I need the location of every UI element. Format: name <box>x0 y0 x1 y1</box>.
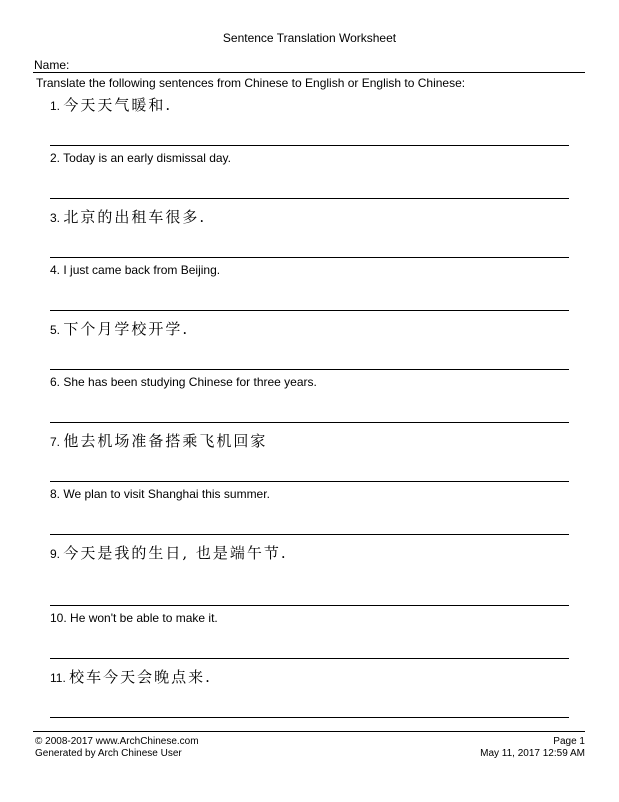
sentence-text: I just came back from Beijing. <box>63 263 221 277</box>
item-number: 1. <box>50 99 61 113</box>
worksheet-title: Sentence Translation Worksheet <box>222 31 397 45</box>
sentence-text: 北京的出租车很多. <box>63 208 207 226</box>
name-underline <box>33 72 585 73</box>
answer-line-6 <box>50 422 569 423</box>
footer-divider <box>33 731 585 732</box>
answer-line-5 <box>50 369 569 370</box>
sentence-item-2 <box>50 151 231 165</box>
name-label: Name: <box>34 58 70 72</box>
item-number: 9. <box>50 547 61 561</box>
sentence-text: 他去机场准备搭乘飞机回家 <box>63 432 268 450</box>
sentence-text: She has been studying Chinese for three years. <box>63 375 317 389</box>
answer-line-3 <box>50 257 569 258</box>
sentence-text: We plan to visit Shanghai this summer. <box>63 487 270 501</box>
answer-line-10 <box>50 658 569 659</box>
instructions: Translate the following sentences from Chinese to English or English to Chinese: <box>36 76 466 90</box>
sentence-text: 今天天气暖和. <box>63 96 173 114</box>
sentence-text: 校车今天会晚点来. <box>69 668 212 686</box>
sentence-item-5 <box>50 318 189 339</box>
sentence-item-9 <box>50 542 288 563</box>
sentence-item-10 <box>50 611 218 625</box>
item-number: 7. <box>50 435 61 449</box>
item-number: 10. <box>50 611 67 625</box>
footer-copyright: © 2008-2017 www.ArchChinese.com <box>35 736 199 747</box>
item-number: 4. <box>50 263 61 277</box>
sentence-item-1 <box>50 94 172 115</box>
sentence-text: 今天是我的生日, 也是端午节. <box>63 544 288 562</box>
item-number: 6. <box>50 375 61 389</box>
footer-page-number: Page 1 <box>553 736 585 747</box>
item-number: 8. <box>50 487 61 501</box>
footer-generated-by: Generated by Arch Chinese User <box>35 748 182 759</box>
answer-line-8 <box>50 534 569 535</box>
answer-line-9 <box>50 605 569 606</box>
answer-line-2 <box>50 198 569 199</box>
sentence-item-4 <box>50 263 220 277</box>
sentence-item-6 <box>50 375 317 389</box>
sentence-item-11 <box>50 666 212 687</box>
answer-line-11 <box>50 717 569 718</box>
sentence-text: Today is an early dismissal day. <box>63 151 231 165</box>
sentence-item-3 <box>50 206 206 227</box>
footer-date: May 11, 2017 12:59 AM <box>480 748 585 759</box>
sentence-text: 下个月学校开学. <box>63 320 190 338</box>
answer-line-7 <box>50 481 569 482</box>
sentence-text: He won't be able to make it. <box>70 611 218 625</box>
sentence-item-8 <box>50 487 270 501</box>
answer-line-4 <box>50 310 569 311</box>
item-number: 3. <box>50 211 61 225</box>
answer-line-1 <box>50 145 569 146</box>
item-number: 2. <box>50 151 61 165</box>
sentence-item-7 <box>50 430 267 451</box>
item-number: 5. <box>50 323 61 337</box>
item-number: 11. <box>50 671 66 685</box>
